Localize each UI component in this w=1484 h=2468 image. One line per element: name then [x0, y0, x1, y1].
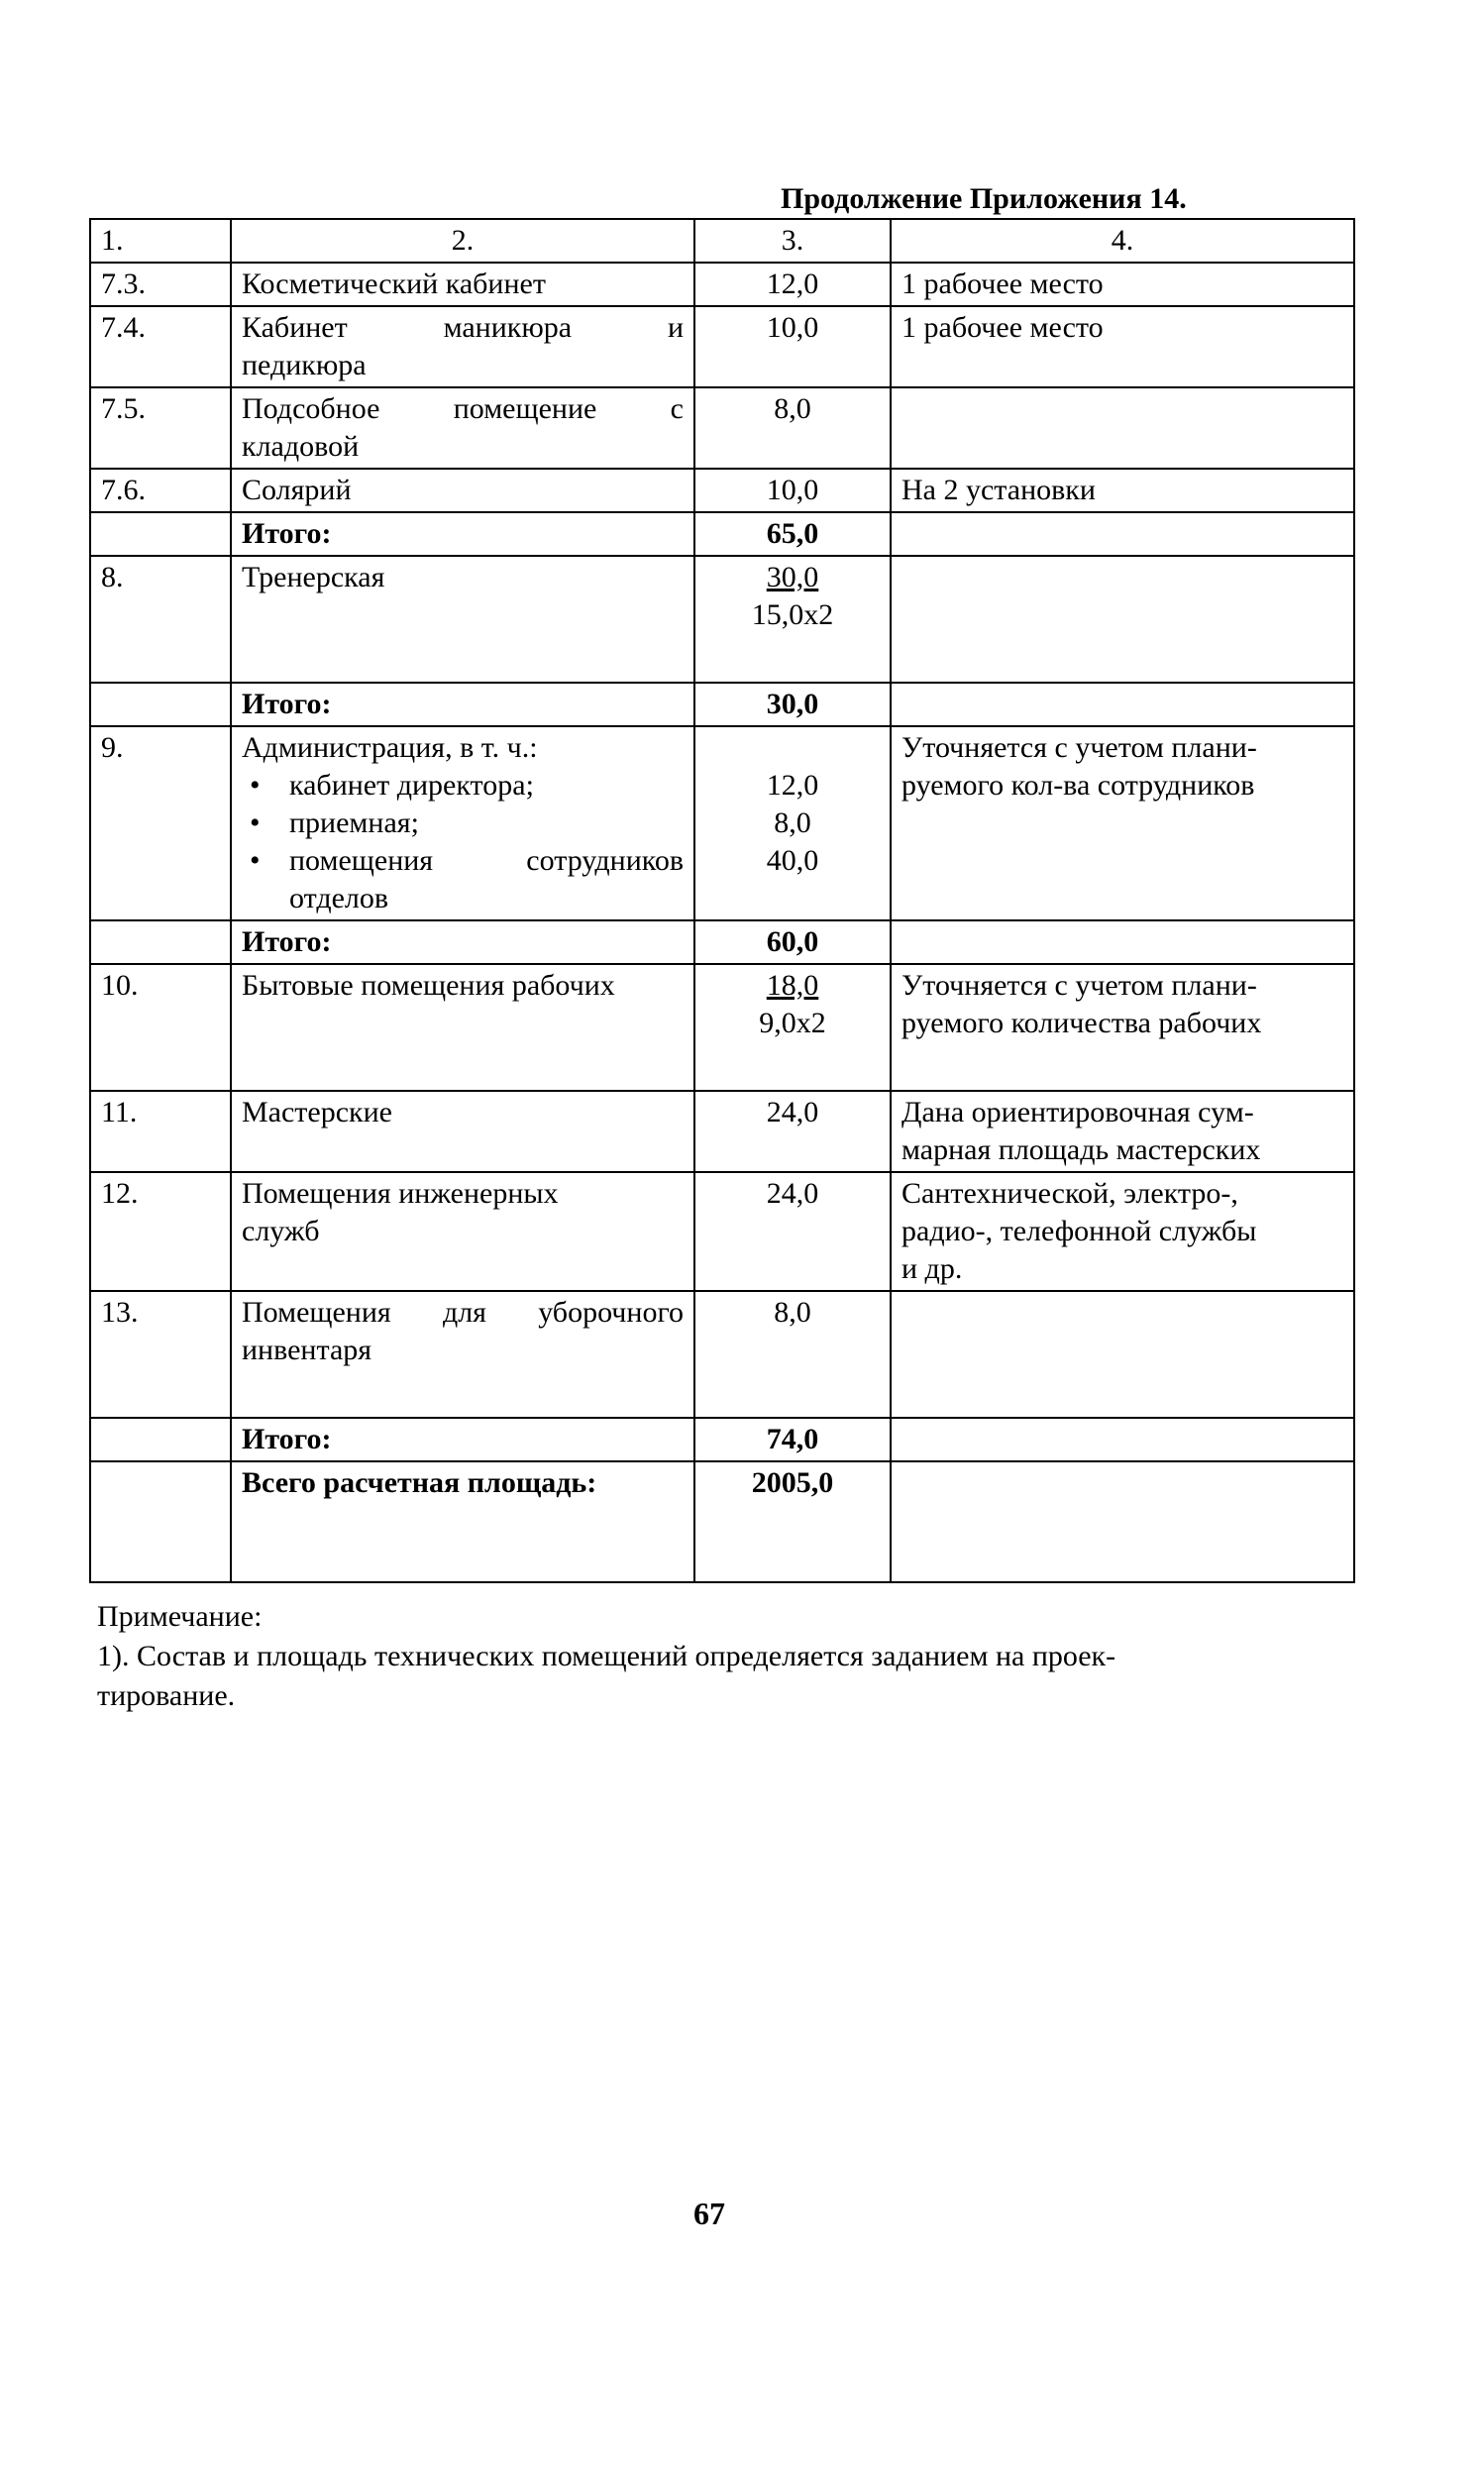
page-heading: Продолжение Приложения 14.: [781, 182, 1187, 215]
list-item: • приемная;: [250, 805, 684, 842]
table-row-7-6: [90, 469, 1354, 512]
subtotal-row: [90, 920, 1354, 964]
table-header-row: [90, 219, 1354, 263]
footnote-line: 1). Состав и площадь технических помещений определяется заданием на проек-: [97, 1640, 1116, 1672]
room-name: Бытовые помещения рабочих: [231, 964, 694, 1091]
table-row-7-3: [90, 263, 1354, 306]
row-number: 11.: [90, 1091, 231, 1172]
room-name: Кабинет маникюра и педикюра: [231, 306, 694, 387]
subtotal-label: Итого:: [231, 683, 694, 726]
area-value: 12,0 8,0 40,0: [694, 726, 891, 920]
row-number: 7.5.: [90, 387, 231, 469]
page-number: 67: [693, 2196, 725, 2231]
area-value: 10,0: [694, 306, 891, 387]
row-note: 1 рабочее место: [891, 263, 1354, 306]
row-number: 9.: [90, 726, 231, 920]
subtotal-value: 30,0: [694, 683, 891, 726]
row-number: 7.3.: [90, 263, 231, 306]
row-note: Уточняется с учетом плани- руемого кол-ва сотрудников: [891, 726, 1354, 920]
table-row-8: [90, 556, 1354, 683]
subtotal-label: Итого:: [231, 512, 694, 556]
table-row-11: [90, 1091, 1354, 1172]
header-col4: 4.: [891, 219, 1354, 263]
header-col3: 3.: [694, 219, 891, 263]
header-col2: 2.: [231, 219, 694, 263]
area-value: 18,0 9,0х2: [694, 964, 891, 1091]
area-value: 24,0: [694, 1091, 891, 1172]
room-name: Помещения для уборочного инвентаря: [231, 1291, 694, 1418]
row-note: На 2 установки: [891, 469, 1354, 512]
table-row-12: [90, 1172, 1354, 1291]
grand-total-value: 2005,0: [694, 1461, 891, 1582]
area-value: 10,0: [694, 469, 891, 512]
grand-total-label: Всего расчетная площадь:: [231, 1461, 694, 1582]
list-item: • кабинет директора;: [250, 767, 684, 805]
area-value: 24,0: [694, 1172, 891, 1291]
room-name: Косметический кабинет: [231, 263, 694, 306]
row-note: [891, 387, 1354, 469]
subtotal-row: [90, 683, 1354, 726]
table-row-9: [90, 726, 1354, 920]
row-number: 7.6.: [90, 469, 231, 512]
area-value: 8,0: [694, 1291, 891, 1418]
subtotal-row: [90, 512, 1354, 556]
area-value: 12,0: [694, 263, 891, 306]
row-number: 10.: [90, 964, 231, 1091]
row-number: 12.: [90, 1172, 231, 1291]
header-col1: 1.: [90, 219, 231, 263]
grand-total-row: [90, 1461, 1354, 1582]
room-name: Мастерские: [231, 1091, 694, 1172]
subtotal-value: 60,0: [694, 920, 891, 964]
footnote: [97, 1597, 1286, 1716]
table-row-7-5: [90, 387, 1354, 469]
list-item: • помещения сотрудников отделов: [250, 842, 684, 917]
table-row-13: [90, 1291, 1354, 1418]
row-note: Дана ориентировочная сум- марная площадь мастерских: [891, 1091, 1354, 1172]
room-name: Подсобное помещение с кладовой: [231, 387, 694, 469]
subtotal-row: [90, 1418, 1354, 1461]
room-name: Помещения инженерных служб: [231, 1172, 694, 1291]
footnote-title: Примечание:: [97, 1600, 263, 1633]
row-note: Уточняется с учетом плани- руемого количества рабочих: [891, 964, 1354, 1091]
table-row-10: [90, 964, 1354, 1091]
row-note: Сантехнической, электро-, радио-, телефонной службы и др.: [891, 1172, 1354, 1291]
subtotal-value: 74,0: [694, 1418, 891, 1461]
subtotal-label: Итого:: [231, 920, 694, 964]
row-note: 1 рабочее место: [891, 306, 1354, 387]
area-value: 30,0 15,0х2: [694, 556, 891, 683]
row-number: 13.: [90, 1291, 231, 1418]
table-row-7-4: [90, 306, 1354, 387]
room-name: Солярий: [231, 469, 694, 512]
room-name: Администрация, в т. ч.: • кабинет директора; • приемная; • помещения сотрудников отделов: [231, 726, 694, 920]
area-value: 8,0: [694, 387, 891, 469]
row-number: 7.4.: [90, 306, 231, 387]
footnote-line: тирование.: [97, 1679, 236, 1712]
row-number: 8.: [90, 556, 231, 683]
subtotal-value: 65,0: [694, 512, 891, 556]
room-name: Тренерская: [231, 556, 694, 683]
subtotal-label: Итого:: [231, 1418, 694, 1461]
rooms-table: [89, 218, 1355, 1583]
